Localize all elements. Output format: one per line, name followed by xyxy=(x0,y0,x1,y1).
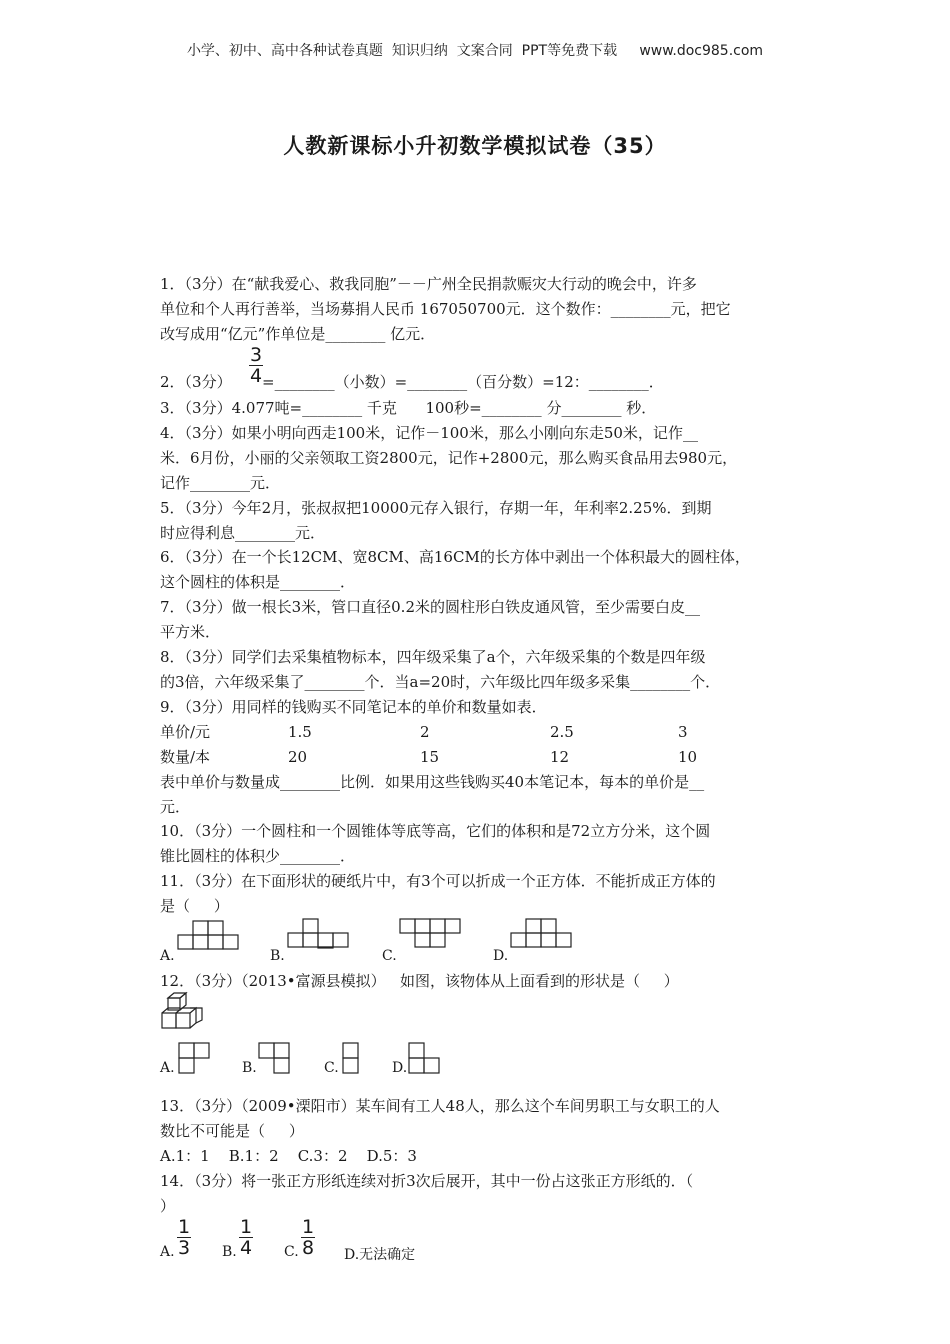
q12-view-d-figure xyxy=(408,1042,442,1076)
q14-option-a-fraction xyxy=(176,1218,192,1257)
q2-rest: =________（小数）=________（百分数）=12：________． xyxy=(262,373,664,391)
q12-line: 12．（3分）（2013•富源县模拟） 如图，该物体从上面看到的形状是（ ） xyxy=(160,972,679,990)
q10-line-1: 10．（3分）一个圆柱和一个圆锥体等底等高，它们的体积和是72立方分米，这个圆 xyxy=(160,822,711,840)
q12-view-c-figure xyxy=(342,1042,362,1076)
q6-line-1: 6．（3分）在一个长12CM、宽8CM、高16CM的长方体中剥出一个体积最大的圆柱体， xyxy=(160,548,750,566)
q14-option-b-fraction xyxy=(238,1218,254,1257)
q14-line-2: ） xyxy=(160,1197,176,1215)
q13-options: A.1：1 B.1：2 C.3：2 D.5：3 xyxy=(160,1147,417,1165)
table-cell: 10 xyxy=(678,748,698,766)
q5-line-2: 时应得利息________元． xyxy=(160,524,326,542)
q14-option-d-label: D.无法确定 xyxy=(344,1247,416,1263)
table-cell: 15 xyxy=(420,748,440,766)
frac-num: 1 xyxy=(239,1216,253,1238)
q11-option-b-label: B. xyxy=(270,948,285,964)
q9-after-2: 元． xyxy=(160,798,191,816)
q11-line-1: 11．（3分）在下面形状的硬纸片中，有3个可以折成一个正方体．不能折成正方体的 xyxy=(160,872,716,890)
q4-line-1: 4．（3分）如果小明向西走100米，记作－100米，那么小刚向东走50米，记作__ xyxy=(160,424,698,442)
q9-line: 9．（3分）用同样的钱购买不同笔记本的单价和数量如表． xyxy=(160,698,547,716)
q8-line-2: 的3倍，六年级采集了________个．当a=20时，六年级比四年级多采集________个． xyxy=(160,673,721,691)
table-cell: 3 xyxy=(678,723,688,741)
q11-net-c-figure xyxy=(400,918,462,950)
q11-option-a-label: A. xyxy=(160,948,175,964)
q12-option-d-label: D. xyxy=(392,1060,408,1076)
q14-option-b-label: B. xyxy=(222,1244,237,1260)
q12-view-a-figure xyxy=(178,1042,212,1076)
frac-num: 1 xyxy=(177,1216,191,1238)
table-cell: 12 xyxy=(550,748,570,766)
page-header: 小学、初中、高中各种试卷真题 知识归纳 文案合同 PPT等免费下载 www.doc985.com xyxy=(186,43,764,59)
q11-option-d-label: D. xyxy=(493,948,509,964)
frac-den: 3 xyxy=(177,1237,191,1259)
q9-after-1: 表中单价与数量成________比例．如果用这些钱购买40本笔记本，每本的单价是__ xyxy=(160,773,705,791)
q2-prefix: 2．（3分） xyxy=(160,373,232,391)
q12-option-b-label: B. xyxy=(242,1060,257,1076)
q2-frac-num: 3 xyxy=(249,344,263,366)
table-cell: 2.5 xyxy=(550,723,574,741)
table-row-header: 单价/元 xyxy=(160,723,211,741)
q4-line-2: 米．6月份，小丽的父亲领取工资2800元，记作+2800元，那么购买食品用去980元， xyxy=(160,449,738,467)
table-cell: 2 xyxy=(420,723,430,741)
q2-frac-den: 4 xyxy=(249,365,263,387)
table-cell: 1.5 xyxy=(288,723,312,741)
table-cell: 20 xyxy=(288,748,308,766)
q14-option-a-label: A. xyxy=(160,1244,175,1260)
q6-line-2: 这个圆柱的体积是________． xyxy=(160,573,356,591)
frac-num: 1 xyxy=(301,1216,315,1238)
frac-den: 4 xyxy=(239,1237,253,1259)
q14-line-1: 14．（3分）将一张正方形纸连续对折3次后展开，其中一份占这张正方形纸的．（ xyxy=(160,1172,694,1190)
q13-line-1: 13．（3分）（2009•溧阳市）某车间有工人48人，那么这个车间男职工与女职工的人 xyxy=(160,1097,720,1115)
q14-option-c-fraction xyxy=(300,1218,316,1257)
q12-option-c-label: C. xyxy=(324,1060,339,1076)
q7-line-2: 平方米． xyxy=(160,623,221,641)
q11-option-c-label: C. xyxy=(382,948,397,964)
q11-net-a-figure xyxy=(178,920,240,950)
q12-view-b-figure xyxy=(258,1042,292,1076)
q3-line: 3．（3分）4.077吨=________ 千克 100秒=________ 分________ 秒． xyxy=(160,399,657,417)
q11-net-d-figure xyxy=(511,918,573,950)
q1-line-1: 1．（3分）在“献我爱心、救我同胞”－－广州全民捐款赈灾大行动的晚会中，许多 xyxy=(160,275,697,293)
q13-line-2: 数比不可能是（ ） xyxy=(160,1122,304,1140)
q11-net-b-figure xyxy=(288,918,350,950)
table-row-header: 数量/本 xyxy=(160,748,211,766)
q1-line-2: 单位和个人再行善举，当场募捐人民币 167050700元．这个数作：________元，把它 xyxy=(160,300,731,318)
q8-line-1: 8．（3分）同学们去采集植物标本，四年级采集了a个，六年级采集的个数是四年级 xyxy=(160,648,706,666)
q10-line-2: 锥比圆柱的体积少________． xyxy=(160,847,356,865)
q12-cube-stack-figure xyxy=(160,992,206,1032)
q11-line-2: 是（ ） xyxy=(160,897,229,915)
q7-line-1: 7．（3分）做一根长3米，管口直径0.2米的圆柱形白铁皮通风管，至少需要白皮__ xyxy=(160,598,700,616)
q5-line-1: 5．（3分）今年2月，张叔叔把10000元存入银行，存期一年，年利率2.25%．到期 xyxy=(160,499,712,517)
frac-den: 8 xyxy=(301,1237,315,1259)
q14-option-c-label: C. xyxy=(284,1244,299,1260)
q12-option-a-label: A. xyxy=(160,1060,175,1076)
exam-title: 人教新课标小升初数学模拟试卷（35） xyxy=(283,134,667,158)
q4-line-3: 记作________元． xyxy=(160,474,281,492)
q1-line-3: 改写成用“亿元”作单位是________ 亿元． xyxy=(160,325,436,343)
